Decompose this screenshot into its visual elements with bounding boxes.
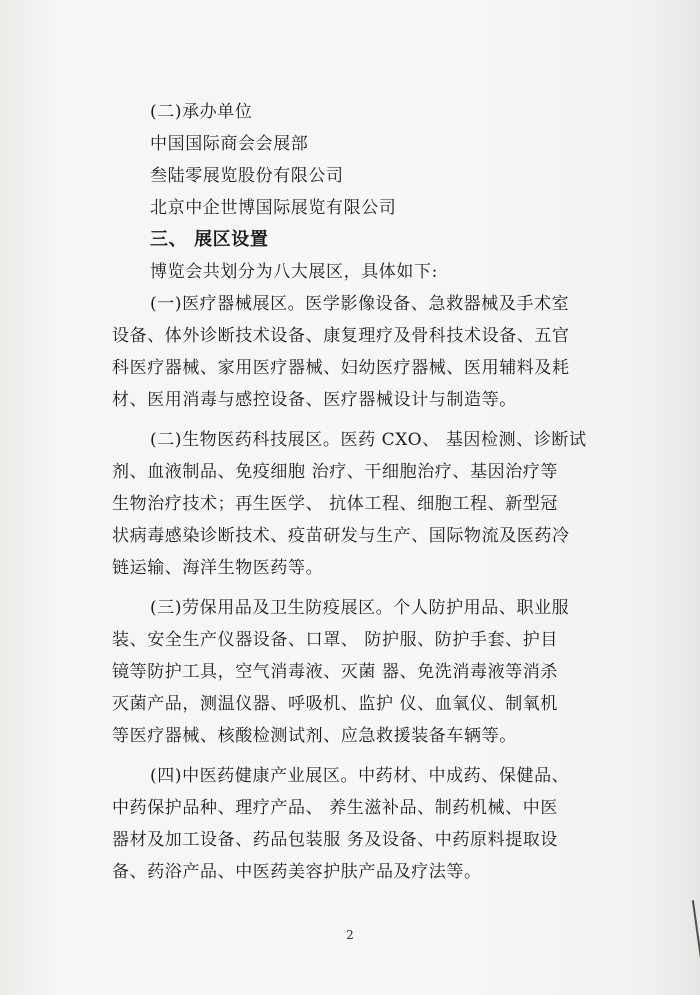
organizer-heading: (二)承办单位 [150,102,253,122]
paragraph-line: 装、安全生产仪器设备、口罩、 防护服、防护手套、护目 [112,630,559,650]
paragraph-gap [112,752,612,760]
paragraph-line: (二)生物医药科技展区。医药 CXO、 基因检测、诊断试 [150,430,587,450]
paragraph-line: (一)医疗器械展区。医学影像设备、急救器械及手术室 [150,294,570,314]
paragraph-line: 剂、血液制品、免疫细胞 治疗、干细胞治疗、基因治疗等 [112,462,559,482]
organizer-line: 叁陆零展览股份有限公司 [150,166,344,186]
page-number: 2 [346,928,354,942]
paragraph-gap [112,416,612,424]
paragraph-line: 状病毒感染诊断技术、疫苗研发与生产、国际物流及医药冷 [112,526,570,546]
intro-line: 博览会共划分为八大展区，具体如下: [150,262,438,282]
organizer-line: 中国国际商会会展部 [150,134,309,154]
document-body [112,96,612,888]
paragraph-line: (四)中医药健康产业展区。中药材、中成药、保健品、 [150,766,570,786]
paragraph-line: 等医疗器械、核酸检测试剂、应急救援装备车辆等。 [112,726,517,746]
section-heading: 三、 展区设置 [150,229,269,250]
paragraph-line: 生物治疗技术；再生医学、 抗体工程、细胞工程、新型冠 [112,494,559,514]
paragraph-line: 灭菌产品，测温仪器、呼吸机、监护 仪、血氧仪、制氧机 [112,694,559,714]
paragraph-gap [112,584,612,592]
organizer-line: 北京中企世博国际展览有限公司 [150,198,397,218]
paragraph-line: 材、医用消毒与感控设备、医疗器械设计与制造等。 [112,390,517,410]
paragraph-line: (三)劳保用品及卫生防疫展区。个人防护用品、职业服 [150,598,570,618]
paragraph-line: 链运输、海洋生物医药等。 [112,558,324,578]
paragraph-line: 器材及加工设备、药品包装服 务及设备、中药原料提取设 [112,830,559,850]
paragraph-line: 备、药浴产品、中医药美容护肤产品及疗法等。 [112,862,482,882]
paragraph-line: 科医疗器械、家用医疗器械、妇幼医疗器械、医用辅料及耗 [112,358,570,378]
paragraph-line: 镜等防护工具，空气消毒液、灭菌 器、免洗消毒液等消杀 [112,662,559,682]
paragraph-line: 设备、体外诊断技术设备、康复理疗及骨科技术设备、五官 [112,326,570,346]
paragraph-line: 中药保护品种、理疗产品、 养生滋补品、制药机械、中医 [112,798,559,818]
